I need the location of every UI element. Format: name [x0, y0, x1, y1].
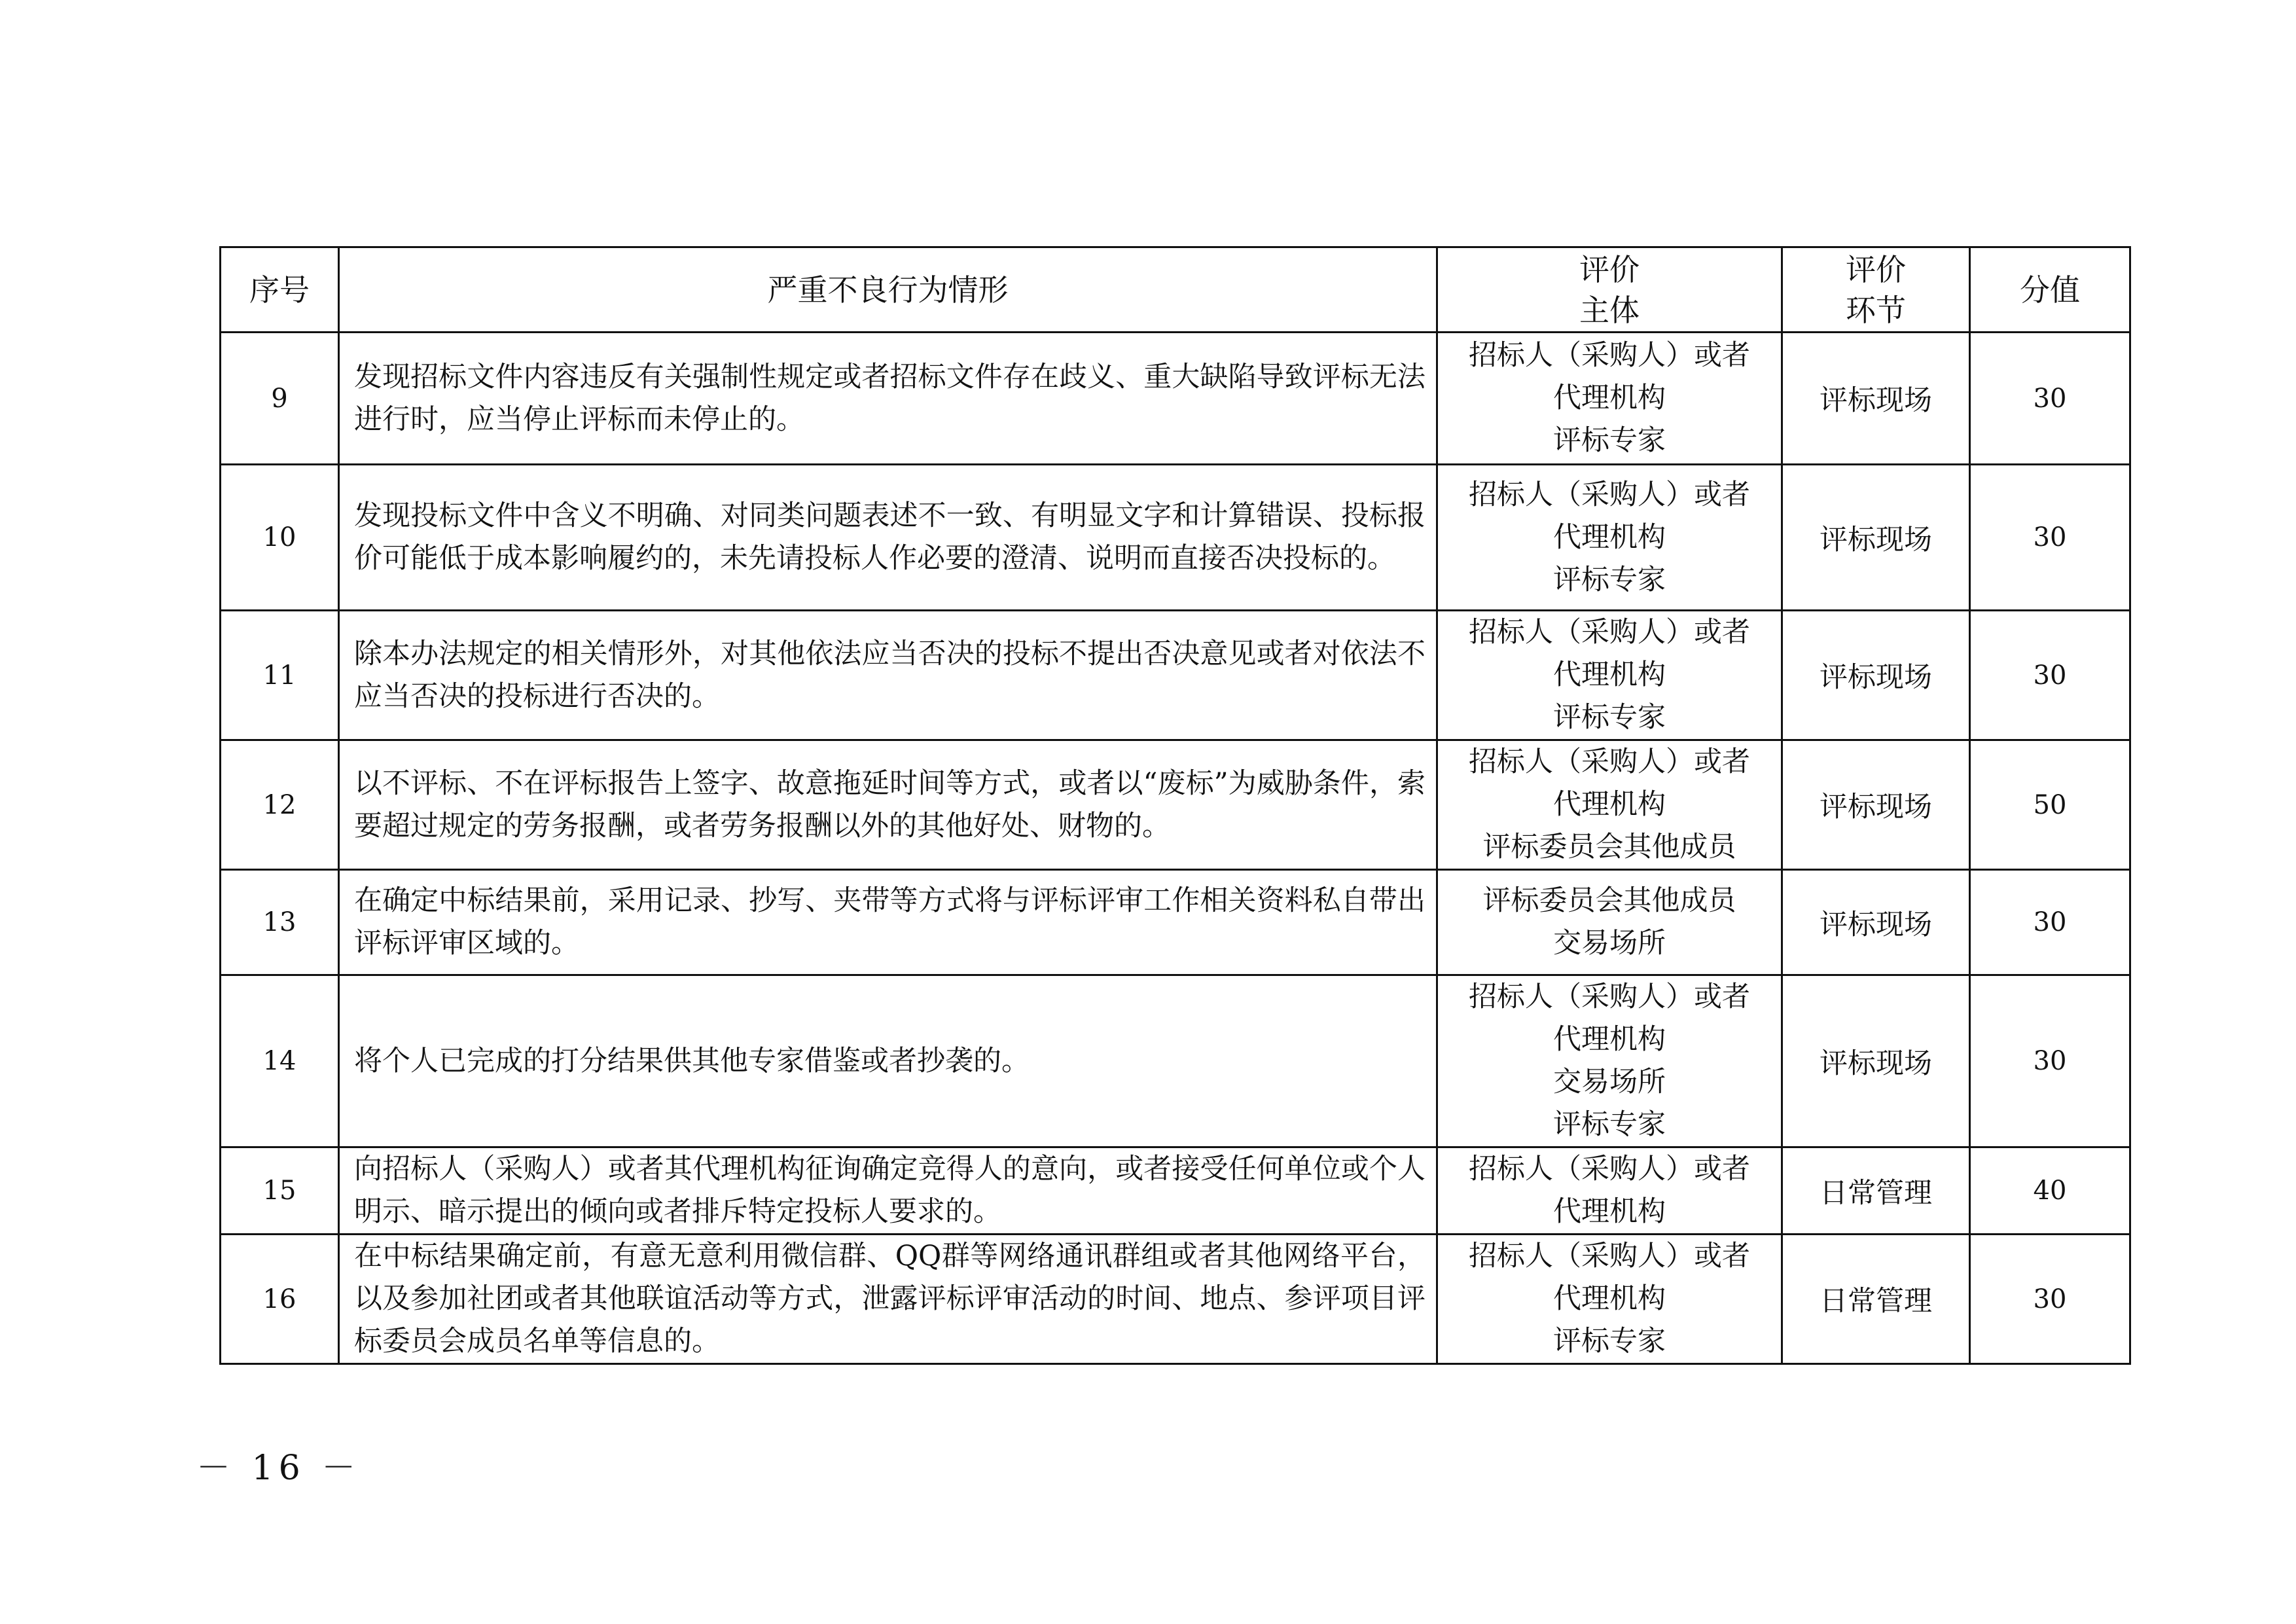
header-seq: 序号 [221, 247, 339, 333]
row-stage: 评标现场 [1782, 333, 1970, 465]
row-subjects [1437, 1147, 1782, 1235]
row-subject: 代理机构 [1553, 659, 1666, 691]
row-score: 40 [1970, 1147, 2130, 1235]
table-row [221, 870, 2130, 975]
row-subject: 招标人（采购人）或者 [1469, 1240, 1750, 1272]
row-subjects [1437, 333, 1782, 465]
row-subject: 交易场所 [1553, 927, 1666, 960]
row-subject: 招标人（采购人）或者 [1469, 616, 1750, 649]
table-row [221, 975, 2130, 1147]
row-subjects [1437, 870, 1782, 975]
row-seq: 10 [221, 465, 339, 611]
header-stage [1782, 247, 1970, 333]
row-stage: 日常管理 [1782, 1235, 1970, 1364]
row-seq: 9 [221, 333, 339, 465]
table-row [221, 611, 2130, 740]
header-subject-line2: 主体 [1579, 292, 1640, 328]
row-subject: 评标专家 [1553, 424, 1666, 457]
row-subject: 代理机构 [1553, 1023, 1666, 1056]
row-subjects [1437, 740, 1782, 870]
row-subject: 评标专家 [1553, 1108, 1666, 1141]
table-row [221, 1147, 2130, 1235]
row-score: 30 [1970, 465, 2130, 611]
row-subject: 招标人（采购人）或者 [1469, 1153, 1750, 1185]
row-desc: 发现招标文件内容违反有关强制性规定或者招标文件存在歧义、重大缺陷导致评标无法进行时，应当停止评标而未停止的。 [339, 333, 1437, 465]
row-seq: 14 [221, 975, 339, 1147]
row-desc: 发现投标文件中含义不明确、对同类问题表述不一致、有明显文字和计算错误、投标报价可能低于成本影响履约的，未先请投标人作必要的澄清、说明而直接否决投标的。 [339, 465, 1437, 611]
row-stage: 评标现场 [1782, 740, 1970, 870]
row-desc: 除本办法规定的相关情形外，对其他依法应当否决的投标不提出否决意见或者对依法不应当否决的投标进行否决的。 [339, 611, 1437, 740]
row-desc: 以不评标、不在评标报告上签字、故意拖延时间等方式，或者以“废标”为威胁条件，索要超过规定的劳务报酬，或者劳务报酬以外的其他好处、财物的。 [339, 740, 1437, 870]
header-stage-line2: 环节 [1846, 292, 1906, 328]
row-subject: 代理机构 [1553, 520, 1666, 554]
row-seq: 15 [221, 1147, 339, 1235]
row-subject: 评标委员会其他成员 [1482, 884, 1736, 917]
row-seq: 12 [221, 740, 339, 870]
row-subject: 代理机构 [1553, 788, 1666, 821]
row-stage: 评标现场 [1782, 611, 1970, 740]
header-score: 分值 [1970, 247, 2130, 333]
row-seq: 11 [221, 611, 339, 740]
table-row [221, 333, 2130, 465]
table-header-row [221, 247, 2130, 333]
row-subjects [1437, 1235, 1782, 1364]
header-subject-line1: 评价 [1579, 251, 1640, 287]
header-subject [1437, 247, 1782, 333]
row-subject: 评标专家 [1553, 701, 1666, 734]
table-row [221, 465, 2130, 611]
row-stage: 评标现场 [1782, 975, 1970, 1147]
row-subject: 代理机构 [1553, 1195, 1666, 1228]
row-subject: 招标人（采购人）或者 [1469, 339, 1750, 372]
row-subject: 评标专家 [1553, 563, 1666, 596]
row-subjects [1437, 611, 1782, 740]
row-subject: 交易场所 [1553, 1066, 1666, 1098]
row-score: 30 [1970, 333, 2130, 465]
table-row [221, 1235, 2130, 1364]
row-subject: 招标人（采购人）或者 [1469, 981, 1750, 1013]
row-score: 30 [1970, 870, 2130, 975]
row-subject: 代理机构 [1553, 382, 1666, 414]
row-stage: 评标现场 [1782, 870, 1970, 975]
table-row [221, 740, 2130, 870]
row-subject: 评标专家 [1553, 1325, 1666, 1358]
bad-behavior-table [219, 246, 2131, 1365]
page-number: － 16 － [196, 1449, 361, 1488]
row-seq: 16 [221, 1235, 339, 1364]
row-subject: 评标委员会其他成员 [1482, 831, 1736, 863]
header-desc: 严重不良行为情形 [339, 247, 1437, 333]
row-score: 30 [1970, 1235, 2130, 1364]
row-desc: 在确定中标结果前，采用记录、抄写、夹带等方式将与评标评审工作相关资料私自带出评标评审区域的。 [339, 870, 1437, 975]
row-score: 30 [1970, 611, 2130, 740]
row-desc: 在中标结果确定前，有意无意利用微信群、QQ群等网络通讯群组或者其他网络平台，以及参加社团或者其他联谊活动等方式，泄露评标评审活动的时间、地点、参评项目评标委员会成员名单等信息的。 [339, 1235, 1437, 1364]
row-seq: 13 [221, 870, 339, 975]
row-subjects [1437, 975, 1782, 1147]
row-subject: 代理机构 [1553, 1282, 1666, 1315]
header-stage-line1: 评价 [1846, 251, 1906, 287]
row-desc: 将个人已完成的打分结果供其他专家借鉴或者抄袭的。 [339, 975, 1437, 1147]
row-score: 30 [1970, 975, 2130, 1147]
row-stage: 评标现场 [1782, 465, 1970, 611]
row-subjects [1437, 465, 1782, 611]
row-score: 50 [1970, 740, 2130, 870]
row-subject: 招标人（采购人）或者 [1469, 746, 1750, 778]
row-stage: 日常管理 [1782, 1147, 1970, 1235]
row-subject: 招标人（采购人）或者 [1469, 478, 1750, 511]
row-desc: 向招标人（采购人）或者其代理机构征询确定竞得人的意向，或者接受任何单位或个人明示、暗示提出的倾向或者排斥特定投标人要求的。 [339, 1147, 1437, 1235]
